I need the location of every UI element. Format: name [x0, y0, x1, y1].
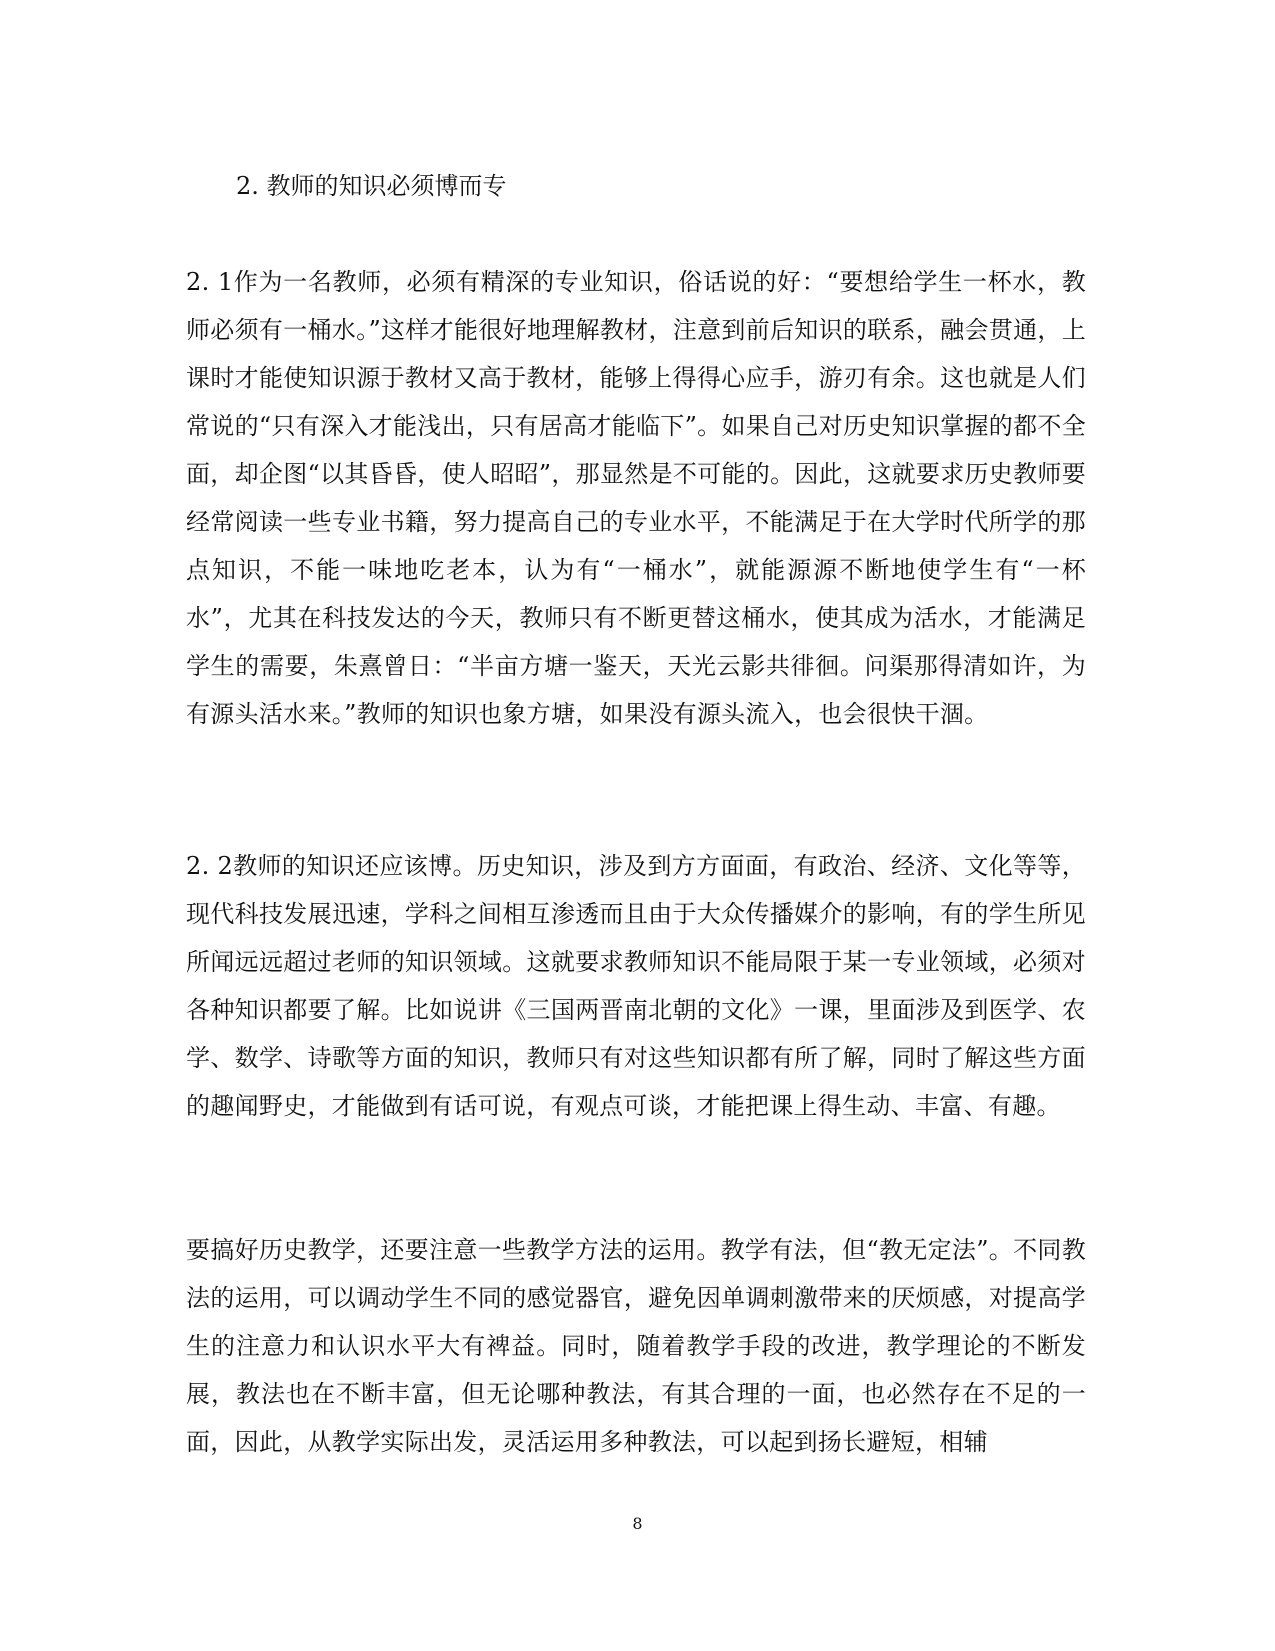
section-heading: 2. 教师的知识必须博而专 — [236, 172, 507, 200]
page-number: 8 — [632, 1514, 643, 1533]
paragraph-2-2: 2. 2教师的知识还应该博。历史知识，涉及到方方面面，有政治、经济、文化等等，现代科技发展迅速，学科之间相互渗透而且由于大众传播媒介的影响，有的学生所见所闻远远超过老师的知识领域。这就要求教师知识不能局限于某一专业领域，必须对各种知识都要了解。比如说讲《三国两晋南北朝的文化》一课，里面涉及到医学、农学、数学、诗歌等方面的知识，教师只有对这些知识都有所了解，同时了解这些方面的趣闻野史，才能做到有话可说，有观点可谈，才能把课上得生动、丰富、有趣。 — [186, 852, 1086, 1120]
paragraph-teaching-methods: 要搞好历史教学，还要注意一些教学方法的运用。教学有法，但“教无定法”。不同教法的运用，可以调动学生不同的感觉器官，避免因单调刺激带来的厌烦感，对提高学生的注意力和认识水平大有裨益。同时，随着教学手段的改进，教学理论的不断发展，教法也在不断丰富，但无论哪种教法，有其合理的一面，也必然存在不足的一面，因此，从教学实际出发，灵活运用多种教法，可以起到扬长避短，相辅 — [186, 1236, 1086, 1456]
paragraph-2-1: 2. 1作为一名教师，必须有精深的专业知识，俗话说的好：“要想给学生一杯水，教师必须有一桶水。”这样才能很好地理解教材，注意到前后知识的联系，融会贯通，上课时才能使知识源于教材又高于教材，能够上得得心应手，游刃有余。这也就是人们常说的“只有深入才能浅出，只有居高才能临下”。如果自己对历史知识掌握的都不全面，却企图“以其昏昏，使人昭昭”，那显然是不可能的。因此，这就要求历史教师要经常阅读一些专业书籍，努力提高自己的专业水平，不能满足于在大学时代所学的那点知识，不能一味地吃老本，认为有“一桶水”，就能源源不断地使学生有“一杯水”，尤其在科技发达的今天，教师只有不断更替这桶水，使其成为活水，才能满足学生的需要，朱熹曾日：“半亩方塘一鉴天，天光云影共徘徊。问渠那得清如许，为有源头活水来。”教师的知识也象方塘，如果没有源头流入，也会很快干涸。 — [186, 268, 1086, 728]
